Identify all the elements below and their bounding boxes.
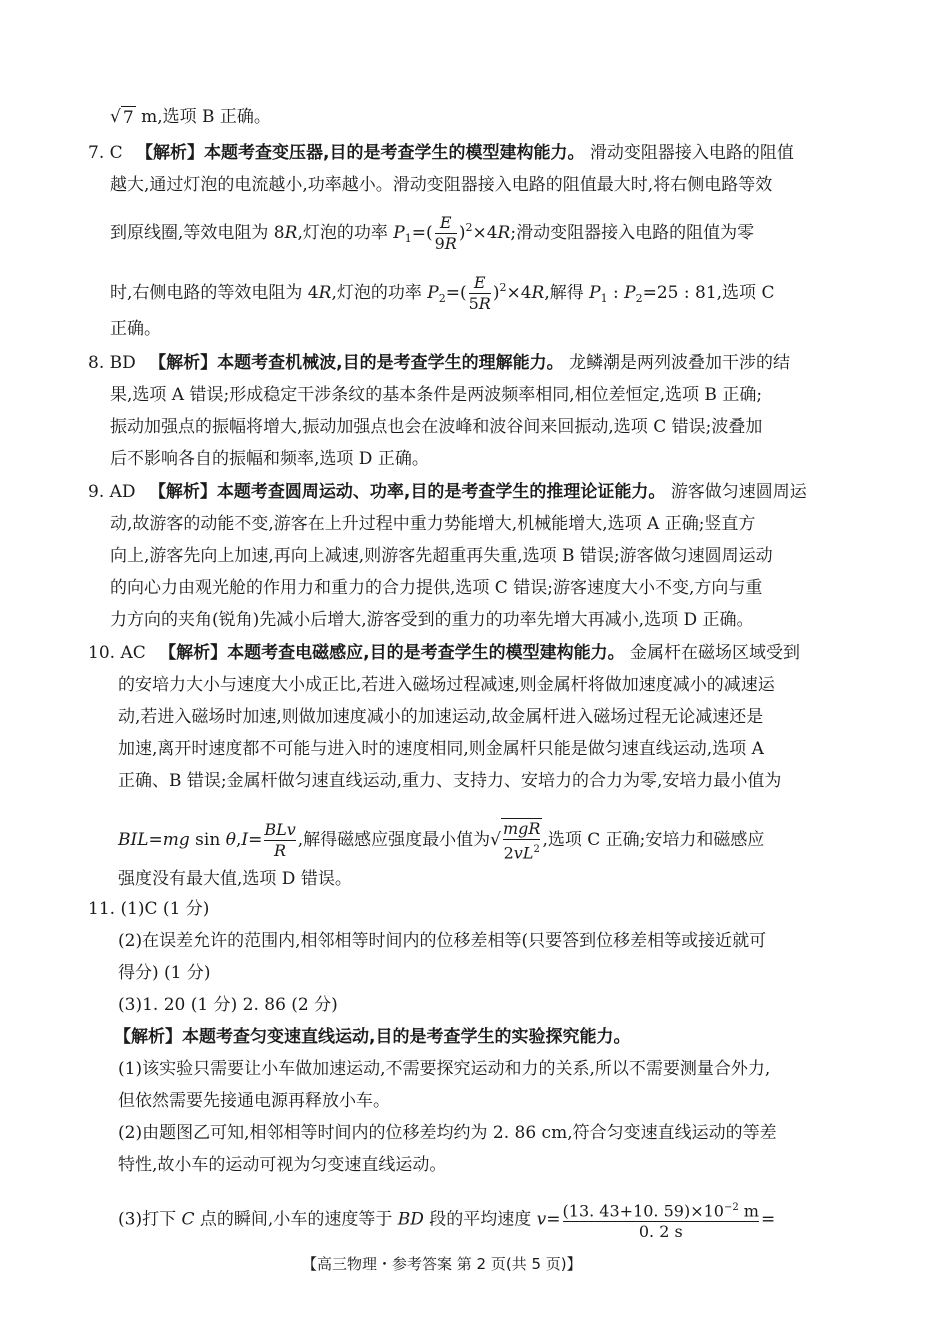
math: P — [624, 283, 636, 303]
math: 2 — [499, 281, 507, 294]
text: (1)该实验只需要让小车做加速运动,不需要探究运动和力的关系,所以不需要测量合外力, — [118, 1059, 771, 1079]
answer-8: 8. BD — [88, 353, 136, 373]
text: 的向心力由观光舱的作用力和重力的合力提供,选项 C 错误;游客速度大小不变,方向与重 — [110, 578, 763, 598]
text: 特性,故小车的运动可视为匀变速直线运动。 — [118, 1155, 447, 1175]
line-q11-5 — [114, 1026, 630, 1048]
line-q9-2 — [110, 513, 755, 535]
text: 11. (1)C (1 分) — [88, 899, 210, 919]
math: 2 — [438, 292, 446, 305]
text: 加速,离开时速度都不可能与进入时的速度相同,则金属杆只能是做匀速直线运动,选项 A — [118, 739, 764, 759]
line-q10-4 — [118, 738, 764, 760]
math: P — [589, 283, 601, 303]
text: (3)打下 — [118, 1209, 177, 1230]
fraction: $\frac{E}{5R}$ — [468, 273, 491, 313]
text: 得分) (1 分) — [118, 963, 211, 983]
math: θ — [225, 830, 236, 851]
line-q9-3 — [110, 545, 773, 567]
line-q9-5 — [110, 609, 754, 631]
line-q10-5 — [118, 770, 781, 792]
text: 的安培力大小与速度大小成正比,若进入磁场过程减速,则金属杆将做加速度减小的减速运 — [118, 675, 775, 695]
text: 强度没有最大值,选项 D 错误。 — [118, 869, 352, 889]
line-q8-1 — [88, 352, 790, 374]
text: 时,右侧电路的等效电阻为 4 — [110, 283, 319, 303]
analysis-heading-8: 【解析】本题考查机械波,目的是考查学生的理解能力。 — [149, 353, 564, 373]
line-q8-2 — [110, 384, 762, 406]
math: 2 — [465, 221, 473, 234]
text: (2)由题图乙可知,相邻相等时间内的位移差均约为 2. 86 cm,符合匀变速直线运动的等差 — [118, 1123, 777, 1143]
line-q7-5 — [110, 318, 161, 340]
math: C — [181, 1209, 195, 1230]
math: P — [427, 283, 439, 303]
line-q7-4: 时,右侧电路的等效电阻为 4R,灯泡的功率 $P_2=$( $\frac{E}{5R}$ )$^2$×4R,解得 $P_1$ : $P_2=25$ : 81,选项 C — [110, 273, 775, 313]
text: 振动加强点的振幅将增大,振动加强点也会在波峰和波谷间来回振动,选项 C 错误;波叠加 — [110, 417, 763, 437]
line-q10-2 — [118, 674, 775, 696]
line-q9-4 — [110, 577, 762, 599]
line-q11-6 — [118, 1058, 770, 1080]
text: 游客做匀速圆周运 — [670, 482, 807, 502]
text: 果,选项 A 错误;形成稳定干涉条纹的基本条件是两波频率相同,相位差恒定,选项 B 正确; — [110, 385, 763, 405]
line-q11-2 — [118, 930, 766, 952]
text: ,灯泡的功率 — [331, 283, 422, 303]
text: 点的瞬间,小车的速度等于 — [199, 1209, 393, 1230]
math: BD — [397, 1209, 424, 1230]
math: I — [241, 830, 249, 851]
text: m,选项 B 正确。 — [141, 107, 271, 127]
line-q11-10: (3)打下 C 点的瞬间,小车的速度等于 BD 段的平均速度 v= $\frac{(13. 43+10. 59)\times 10^{-2} m}{0. 2 s}$ = — [118, 1198, 775, 1242]
sqrt-expression: √ $\frac{\text{mgR}}{2vL^2}$ — [490, 819, 541, 863]
text: ,选项 C — [716, 283, 775, 303]
math: R — [318, 283, 332, 303]
math: BIL — [118, 830, 149, 851]
text: 动,若进入磁场时加速,则做加速度减小的加速运动,故金属杆进入磁场过程无论减速还是 — [118, 707, 764, 727]
analysis-heading-10: 【解析】本题考查电磁感应,目的是考查学生的模型建构能力。 — [159, 643, 625, 663]
answer-9: 9. AD — [88, 482, 136, 502]
line-q9-1 — [88, 481, 807, 503]
page-footer — [302, 1253, 582, 1275]
line-q10-6: BIL=mg sin θ,I= $\frac{\text{BLv}}{R}$ ,解得磁感应强度最小值为√ $\frac{\text{mgR}}{2vL^2}$ ,选项 C 正确;安培力和磁感应 — [118, 819, 765, 863]
text: 后不影响各自的振幅和频率,选项 D 正确。 — [110, 449, 429, 469]
text: 动,故游客的动能不变,游客在上升过程中重力势能增大,机械能增大,选项 A 正确;竖直方 — [110, 514, 756, 534]
line-q11-8 — [118, 1122, 777, 1144]
text: 龙鳞潮是两列波叠加干涉的结 — [569, 353, 791, 373]
text: 金属杆在磁场区域受到 — [630, 643, 801, 663]
text: ,解得磁感应强度最小值为 — [297, 830, 491, 851]
line-q7-2 — [110, 174, 772, 196]
text: 段的平均速度 — [429, 1209, 532, 1230]
text: ,灯泡的功率 — [297, 223, 388, 243]
line-q10-3 — [118, 706, 763, 728]
text: 但依然需要先接通电源再释放小车。 — [118, 1091, 390, 1111]
math: 1 — [600, 292, 608, 305]
line-q8-4 — [110, 448, 429, 470]
line-q6-end — [110, 106, 271, 129]
analysis-heading-7: 【解析】本题考查变压器,目的是考查学生的模型建构能力。 — [136, 143, 585, 163]
line-q7-1 — [88, 142, 794, 164]
text: 向上,游客先向上加速,再向上减速,则游客先超重再失重,选项 B 错误;游客做匀速圆周运动 — [110, 546, 773, 566]
line-q10-1 — [88, 642, 800, 664]
text: ;滑动变阻器接入电路的阻值为零 — [510, 223, 755, 243]
text: ,选项 C 正确;安培力和磁感应 — [542, 830, 765, 851]
footer-text: 【高三物理・参考答案 第 2 页(共 5 页)】 — [302, 1255, 582, 1273]
math: 2 — [635, 292, 643, 305]
line-q11-1 — [88, 898, 209, 920]
text: 滑动变阻器接入电路的阻值 — [589, 143, 794, 163]
line-q8-3 — [110, 416, 762, 438]
fraction: $\frac{(13. 43+10. 59)\times 10^{-2} m}{0. 2 s}$ — [562, 1201, 759, 1242]
answer-10: 10. AC — [88, 643, 146, 663]
line-q11-9 — [118, 1154, 446, 1176]
text: (2)在误差允许的范围内,相邻相等时间内的位移差相等(只要答到位移差相等或接近就可 — [118, 931, 767, 951]
text: 力方向的夹角(锐角)先减小后增大,游客受到的重力的功率先增大再减小,选项 D 正确。 — [110, 610, 754, 630]
math: R — [284, 223, 298, 243]
sqrt-7: √ 7 — [110, 107, 134, 128]
text: 正确、B 错误;金属杆做匀速直线运动,重力、支持力、安培力的合力为零,安培力最小值为 — [118, 771, 782, 791]
text: 正确。 — [110, 319, 161, 339]
math: mg — [162, 830, 190, 851]
math: R — [531, 283, 545, 303]
math: v — [536, 1209, 547, 1230]
line-q11-7 — [118, 1090, 390, 1112]
fraction: $\frac{\text{BLv}}{R}$ — [264, 820, 296, 861]
text: (3)1. 20 (1 分) 2. 86 (2 分) — [118, 995, 338, 1015]
analysis-heading-9: 【解析】本题考查圆周运动、功率,目的是考查学生的推理论证能力。 — [148, 482, 666, 502]
line-q10-7 — [118, 868, 352, 890]
math: P — [393, 223, 405, 243]
line-q11-3 — [118, 962, 211, 984]
line-q11-4 — [118, 994, 338, 1016]
fraction: $\frac{E}{9R}$ — [434, 213, 457, 253]
text: ,解得 — [544, 283, 584, 303]
math: R — [497, 223, 511, 243]
answer-7: 7. C — [88, 143, 123, 163]
text: 到原线圈,等效电阻为 8 — [110, 223, 285, 243]
math: 1 — [404, 232, 412, 245]
line-q7-3: 到原线圈,等效电阻为 8R,灯泡的功率 $P_1=$( $\frac{E}{9R}$ )$^2$×4R;滑动变阻器接入电路的阻值为零 — [110, 213, 755, 253]
text: 越大,通过灯泡的电流越小,功率越小。滑动变阻器接入电路的阻值最大时,将右侧电路等效 — [110, 175, 773, 195]
analysis-heading-11: 【解析】本题考查匀变速直线运动,目的是考查学生的实验探究能力。 — [114, 1027, 631, 1047]
